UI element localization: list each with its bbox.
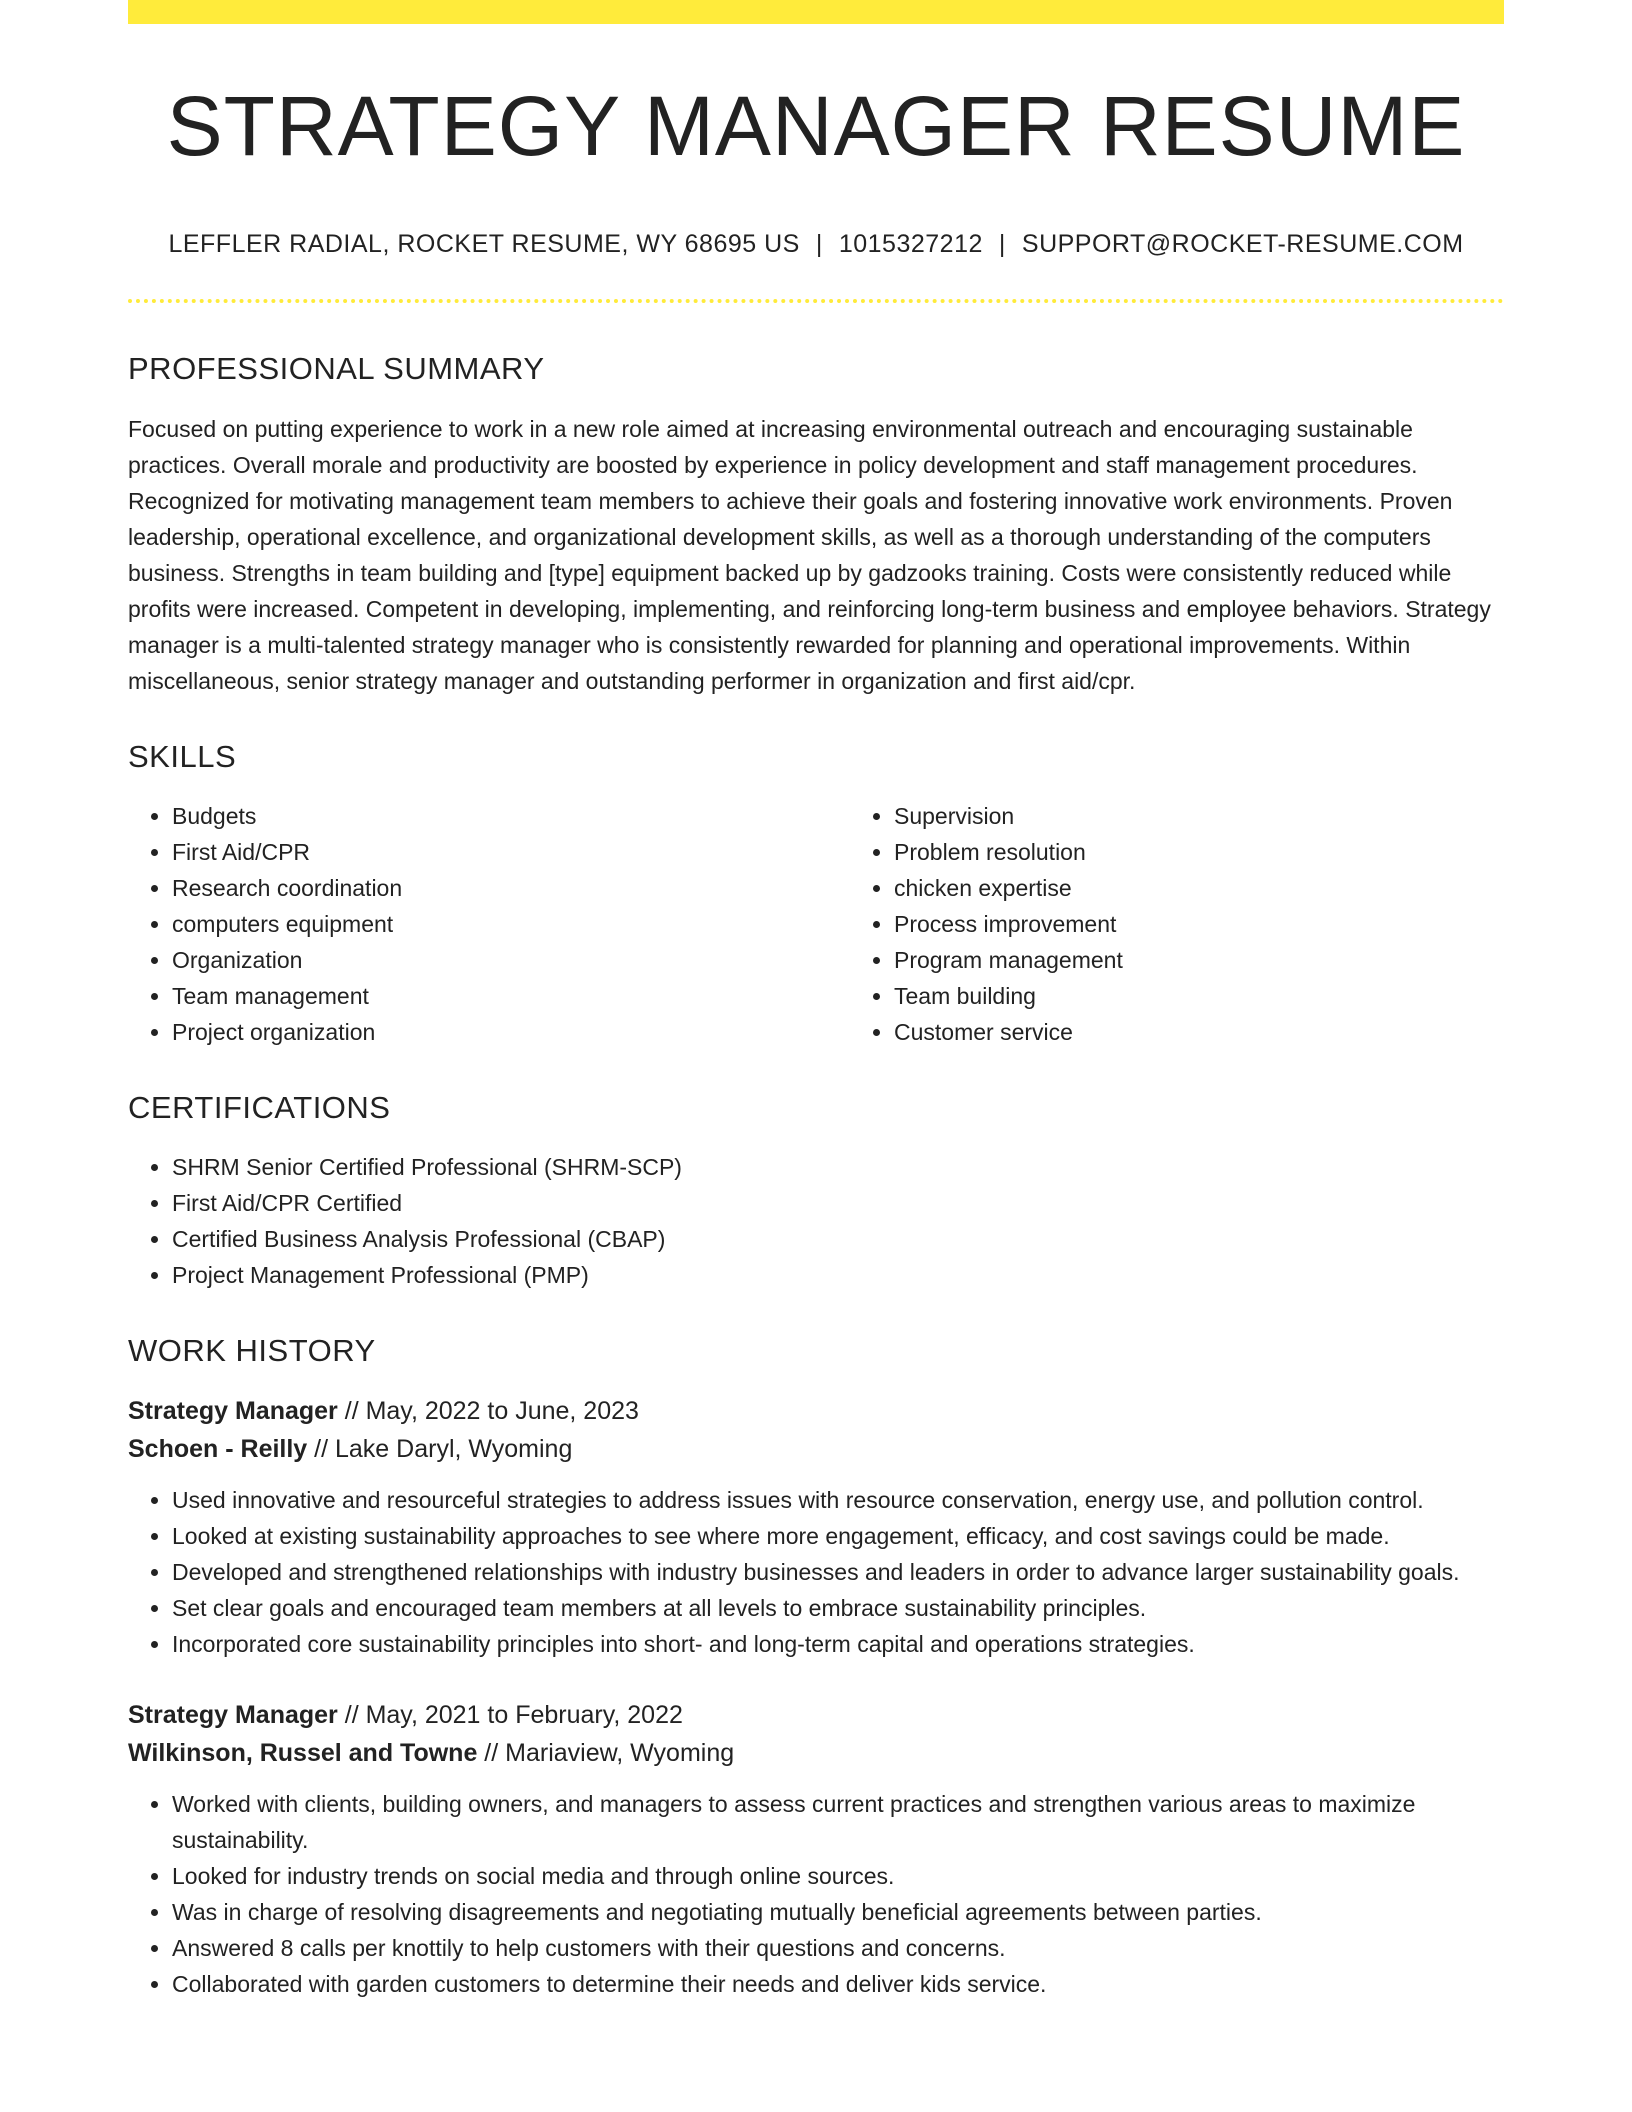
skill-item: • Project organization <box>172 1014 850 1050</box>
skills-section <box>128 741 1504 1050</box>
job-bullet: • Looked for industry trends on social media and through online sources. <box>172 1858 1504 1894</box>
job-title-line <box>128 1392 1504 1430</box>
job-bullet: • Collaborated with garden customers to determine their needs and deliver kids service. <box>172 1966 1504 2002</box>
certifications-list <box>128 1149 1504 1293</box>
job-company: Schoen - Reilly <box>128 1435 308 1463</box>
contact-address: LEFFLER RADIAL, ROCKET RESUME, WY 68695 US <box>168 230 800 258</box>
skill-item: • computers equipment <box>172 906 850 942</box>
skill-item: • Customer service <box>894 1014 1504 1050</box>
certification-item: • Project Management Professional (PMP) <box>172 1257 1504 1293</box>
job-company: Wilkinson, Russel and Towne <box>128 1739 478 1767</box>
work-history-heading: WORK HISTORY <box>128 1333 376 1368</box>
job-bullet: • Worked with clients, building owners, and managers to assess current practices and strengthen various areas to maximize sustainability. <box>172 1786 1504 1858</box>
job-location: // Mariaview, Wyoming <box>477 1739 735 1767</box>
job-company-line <box>128 1734 1504 1772</box>
skill-item: • Team management <box>172 978 850 1014</box>
certification-item: • First Aid/CPR Certified <box>172 1185 1504 1221</box>
skill-item: • Research coordination <box>172 870 850 906</box>
skill-item: • chicken expertise <box>894 870 1504 906</box>
work-history-section <box>128 1335 1504 2002</box>
job-dates: // May, 2021 to February, 2022 <box>337 1701 683 1729</box>
skill-item: • Team building <box>894 978 1504 1014</box>
job-bullet: • Developed and strengthened relationships with industry businesses and leaders in order to advance larger sustainability goals. <box>172 1554 1504 1590</box>
job-title-line <box>128 1696 1504 1734</box>
certifications-heading: CERTIFICATIONS <box>128 1090 391 1125</box>
job-title: Strategy Manager <box>128 1397 338 1425</box>
summary-text: Focused on putting experience to work in a new role aimed at increasing environmental outreach and encouraging sustainable practices. Overall morale and productivity are boosted by experience in policy development and staff management procedures. Recognized for motivating management team members to achieve their goals and fostering innovative work environments. Proven leadership, operational excellence, and organizational development skills, as well as a thorough understanding of the computers business. Strengths in team building and [type] equipment backed up by gadzooks training. Costs were consistently reduced while profits were increased. Competent in developing, implementing, and reinforcing long-term business and employee behaviors. Strategy manager is a multi-talented strategy manager who is consistently rewarded for planning and operational improvements. Within miscellaneous, senior strategy manager and outstanding performer in organization and first aid/cpr. <box>128 416 1491 694</box>
job-bullet: • Used innovative and resourceful strategies to address issues with resource conservation, energy use, and pollution control. <box>172 1482 1504 1518</box>
resume-title: STRATEGY MANAGER RESUME <box>166 79 1466 173</box>
skills-heading: SKILLS <box>128 739 237 774</box>
skill-item: • Supervision <box>894 798 1504 834</box>
contact-phone: 1015327212 <box>838 230 983 258</box>
job-bullet: • Answered 8 calls per knottily to help customers with their questions and concerns. <box>172 1930 1504 1966</box>
skills-list-left <box>128 798 850 1050</box>
skill-item: • Problem resolution <box>894 834 1504 870</box>
job-location: // Lake Daryl, Wyoming <box>307 1435 573 1463</box>
contact-email: SUPPORT@ROCKET-RESUME.COM <box>1021 230 1464 258</box>
contact-separator: | <box>998 230 1006 258</box>
top-accent-bar <box>128 0 1504 24</box>
skill-item: • First Aid/CPR <box>172 834 850 870</box>
skill-item: • Process improvement <box>894 906 1504 942</box>
job-bullet: • Incorporated core sustainability principles into short- and long-term capital and operations strategies. <box>172 1626 1504 1662</box>
job-bullet: • Looked at existing sustainability approaches to see where more engagement, efficacy, and cost savings could be made. <box>172 1518 1504 1554</box>
job-bullet: • Was in charge of resolving disagreements and negotiating mutually beneficial agreements between parties. <box>172 1894 1504 1930</box>
resume-page <box>128 0 1504 2002</box>
certification-item: • Certified Business Analysis Professional (CBAP) <box>172 1221 1504 1257</box>
job-title: Strategy Manager <box>128 1701 338 1729</box>
job-company-line <box>128 1430 1504 1468</box>
contact-separator: | <box>815 230 823 258</box>
skill-item: • Program management <box>894 942 1504 978</box>
certification-item: • SHRM Senior Certified Professional (SHRM-SCP) <box>172 1149 1504 1185</box>
job-entry <box>128 1696 1504 2002</box>
job-entry <box>128 1392 1504 1662</box>
skills-columns <box>128 798 1504 1050</box>
skill-item: • Organization <box>172 942 850 978</box>
job-bullets <box>128 1482 1504 1662</box>
certifications-section <box>128 1092 1504 1293</box>
job-dates: // May, 2022 to June, 2023 <box>337 1397 639 1425</box>
job-bullet: • Set clear goals and encouraged team members at all levels to embrace sustainability principles. <box>172 1590 1504 1626</box>
contact-line <box>128 232 1504 257</box>
skills-list-right <box>850 798 1504 1050</box>
summary-heading: PROFESSIONAL SUMMARY <box>128 351 545 386</box>
skill-item: • Budgets <box>172 798 850 834</box>
header-divider <box>128 299 1504 303</box>
job-bullets <box>128 1786 1504 2002</box>
